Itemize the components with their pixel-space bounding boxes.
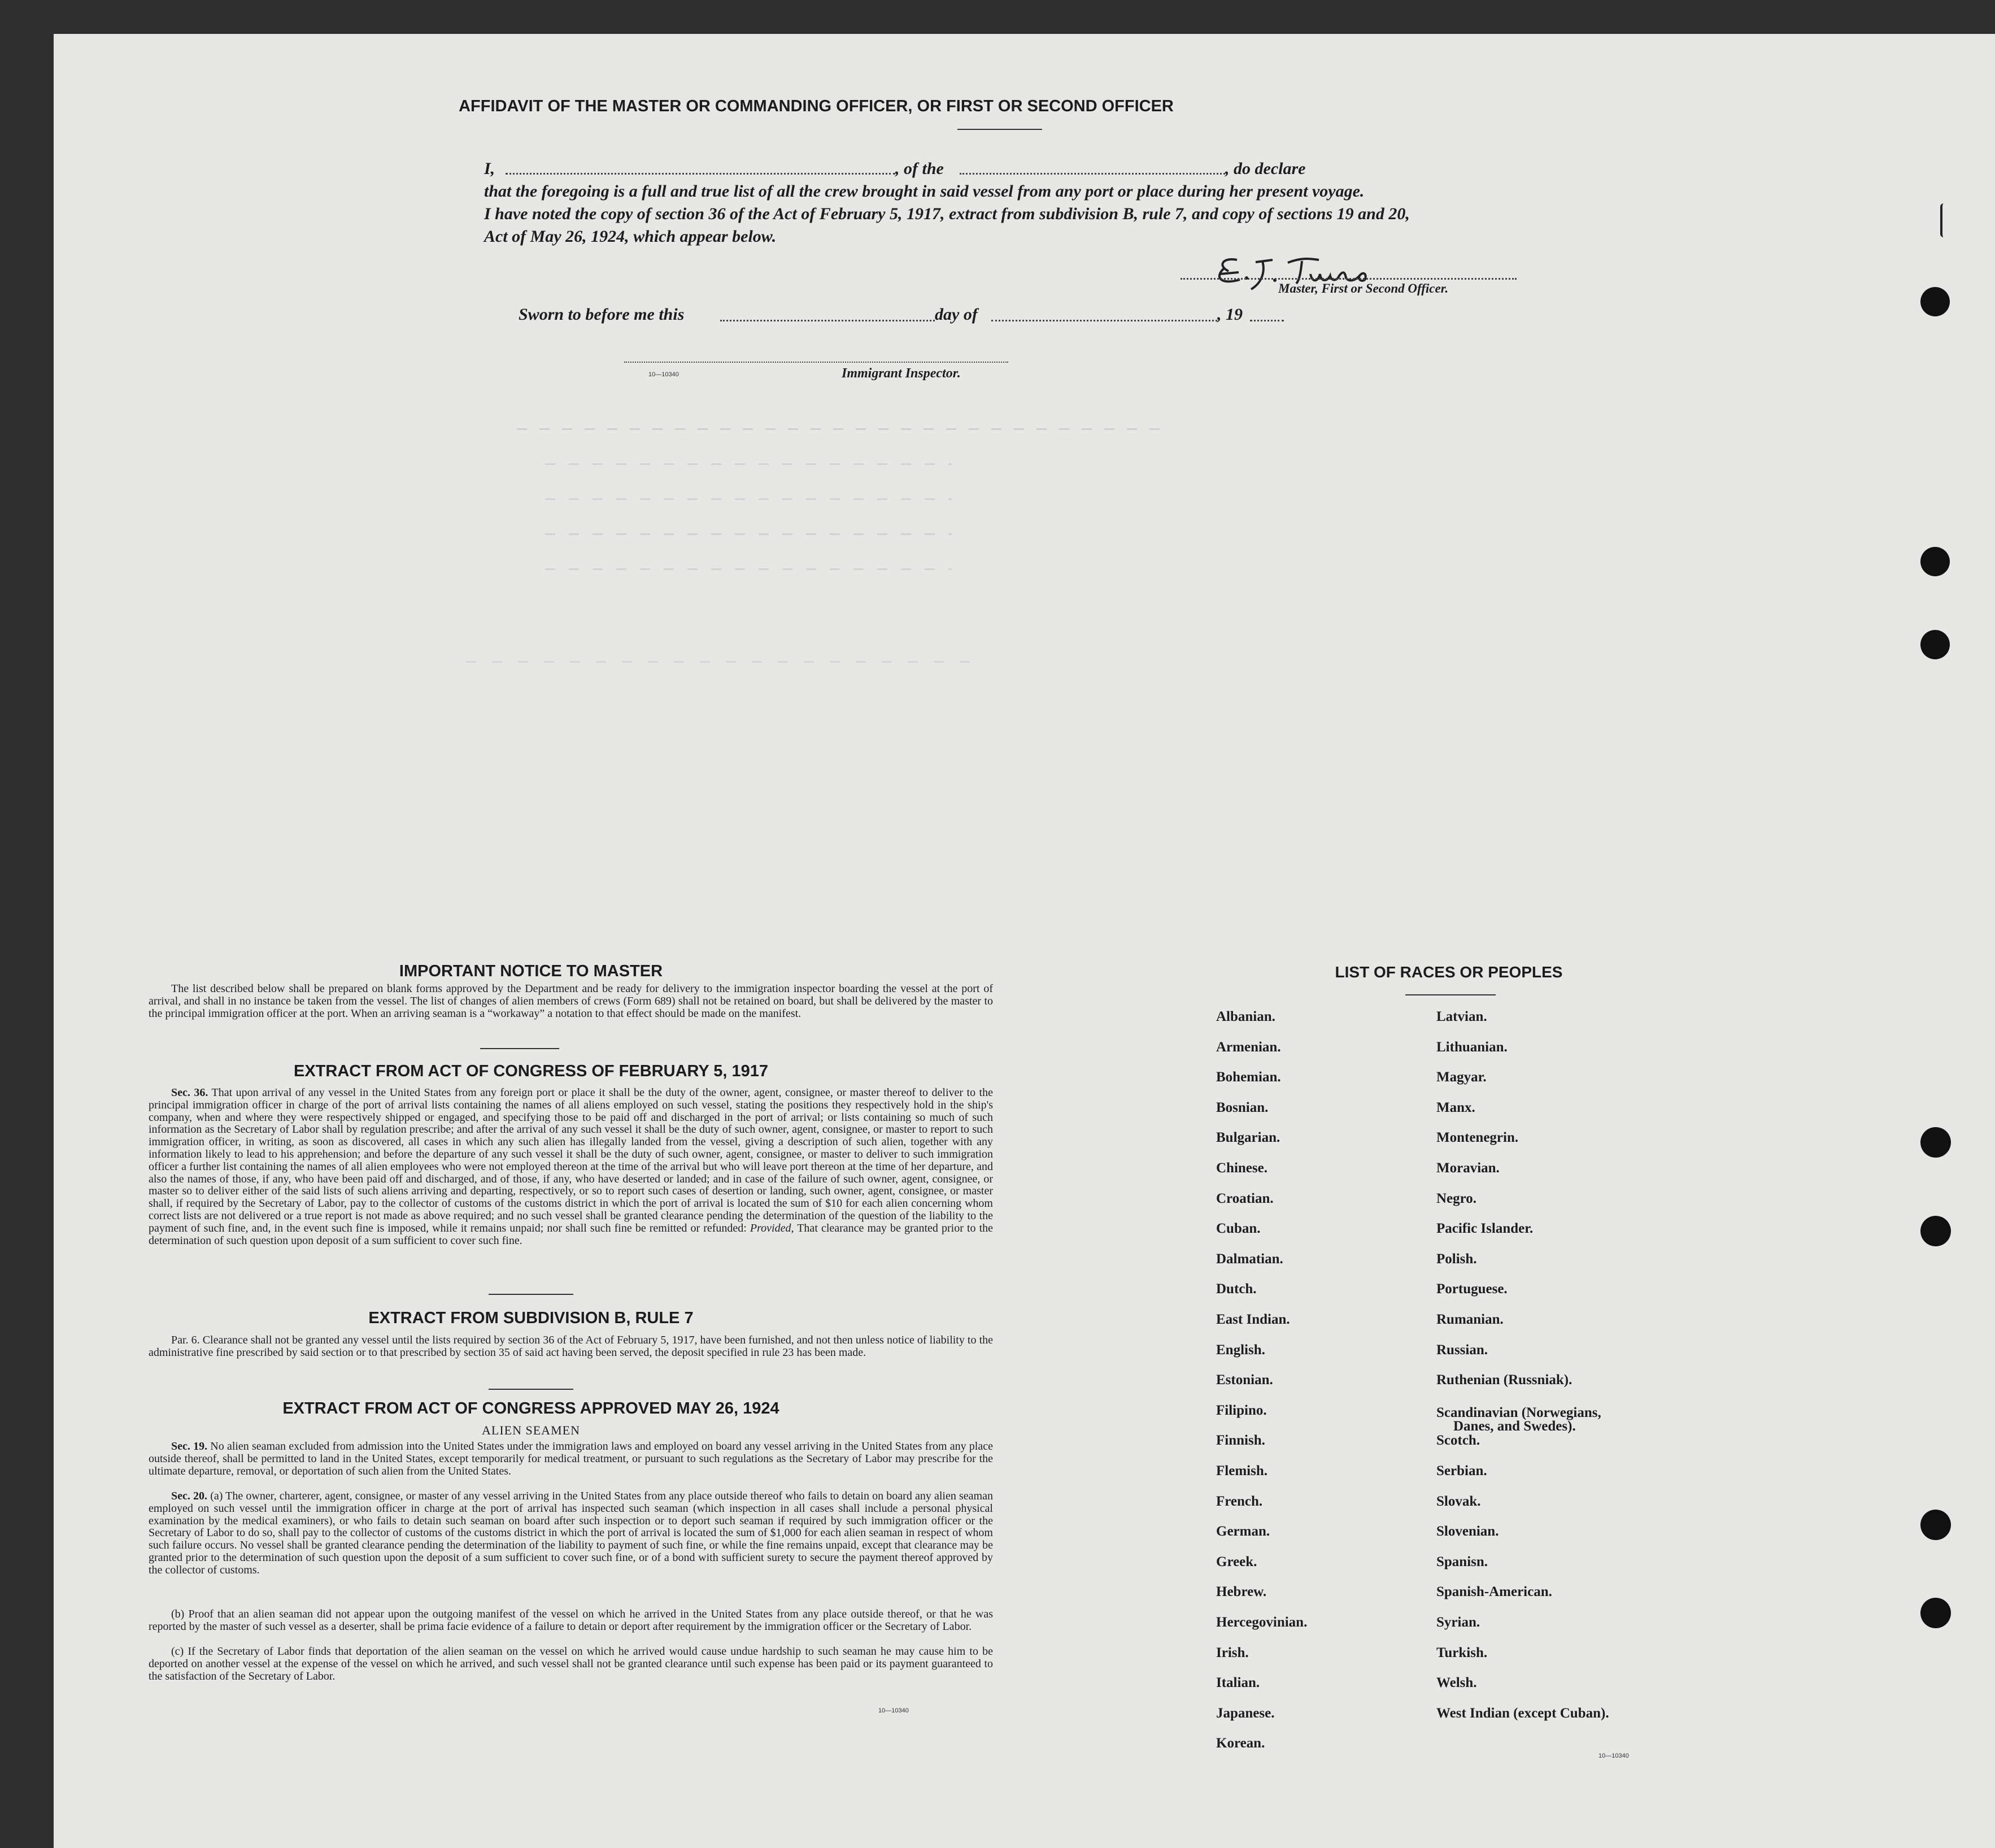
sworn-year-blank — [1250, 320, 1284, 321]
affidavit-title: AFFIDAVIT OF THE MASTER OR COMMANDING OFFICER, OR FIRST OR SECOND OFFICER — [459, 97, 1174, 115]
race-item: Moravian. — [1436, 1160, 1500, 1176]
vessel-blank — [960, 173, 1225, 175]
race-item: Spanisn. — [1436, 1554, 1488, 1569]
proviso-text: That clearance may be granted prior to the determination of such question upon deposit of a sum sufficient to cover such fine. — [149, 1221, 994, 1247]
extract-1924-title: EXTRACT FROM ACT OF CONGRESS APPROVED MAY 26, 1924 — [282, 1399, 779, 1417]
title-rule — [957, 129, 1042, 130]
race-item: West Indian (except Cuban). — [1436, 1705, 1609, 1721]
extract-1917-rule — [489, 1294, 573, 1295]
race-item: Russian. — [1436, 1342, 1488, 1358]
race-item: Welsh. — [1436, 1675, 1477, 1691]
race-item: Flemish. — [1216, 1463, 1267, 1479]
sec20-label: Sec. 20. — [171, 1490, 208, 1502]
sec20a-text — [149, 1490, 993, 1577]
sworn-year: , 19 — [1217, 305, 1243, 324]
race-item: French. — [1216, 1493, 1263, 1509]
punch-hole — [1920, 1216, 1951, 1246]
race-item: Filipino. — [1216, 1402, 1267, 1418]
races-rule — [1405, 994, 1496, 995]
race-item: Latvian. — [1436, 1009, 1487, 1024]
inspector-line — [624, 362, 1008, 363]
punch-hole — [1920, 287, 1950, 316]
race-item: English. — [1216, 1342, 1265, 1358]
sec20a-body: (a) The owner, charterer, agent, consignee, or master of any vessel arriving in the United States from any place outside thereof who fails to detain on board any alien seaman employed on such vessel until the immigration officer in charge at the port of arrival has inspected such seaman (which inspection in all cases shall include a personal physical examination by the medical examiners), or who fails to detain such seaman on board after such inspection or to deport such seaman if required by such immigration officer or the Secretary of Labor to do so, shall pay to the collector of customs of the customs district in which the port of arrival is located the sum of $1,000 for each alien seaman in respect of whom such failure occurs. No vessel shall be granted clearance pending the determination of the liability to payment of such fine, or while the fine remains unpaid, except that clearance may be granted prior to the determination of such question upon the deposit of a sum sufficient to cover such fine, or of a bond with sufficient surety to secure the payment thereof approved by the collector of customs. — [149, 1490, 993, 1576]
race-item: Spanish-American. — [1436, 1584, 1552, 1600]
race-item: Chinese. — [1216, 1160, 1267, 1176]
race-item: Magyar. — [1436, 1069, 1487, 1085]
affidavit-of-the: , of the — [895, 159, 944, 178]
race-item: Albanian. — [1216, 1009, 1275, 1024]
form-sheet — [54, 34, 1995, 1848]
notice-rule — [480, 1048, 559, 1049]
race-item: Lithuanian. — [1436, 1039, 1508, 1055]
sec36-body: That upon arrival of any vessel in the United States from any foreign port or place it shall be the duty of the owner, agent, consignee, or master thereof to deliver to the principal immigration officer in charge of the port of arrival lists containing the names of all aliens employed on such vessel, stating the positions they respectively hold in the ship's company, when and where they were respectively shipped or engaged, and specifying those to be paid off and discharged in the port of arrival; or lists containing so much of such information as the Secretary of Labor shall by regulation prescribe; and after the arrival of any such vessel it shall be the duty of such owner, agent, consignee, or master to report to such immigration officer, in writing, as soon as discovered, all cases in which any such alien has illegally landed from the vessel, giving a description of such alien, together with any information likely to lead to his apprehension; and before the departure of any such vessel it shall be the duty of such owner, agent, consignee, or master to deliver to such immigration officer a further list containing the names of all alien employees who were not employed thereon at the time of the arrival but who will leave port thereon at the time of her departure, and also the names of those, if any, who have been paid off and discharged, and of those, if any, who have deserted or landed; and in case of the failure of such owner, agent, consignee, or master so to deliver either of the said lists of such aliens arriving and departing, respectively, or so to report such cases of desertion or landing, such owner, agent, consignee, or master shall, if required by the Secretary of Labor, pay to the collector of customs of the customs district in which the port of arrival is located the sum of $10 for each alien concerning whom correct lists are not delivered or a true report is not made as above required; and no such vessel shall be granted clearance pending the determination of the question of the liability to the payment of such fine, and, in the event such fine is imposed, while it remains unpaid; nor shall such fine be remitted or refunded: — [149, 1086, 993, 1234]
rule7-title: EXTRACT FROM SUBDIVISION B, RULE 7 — [368, 1309, 694, 1327]
edge-mark — [1940, 203, 1950, 237]
affidavit-line-2: that the foregoing is a full and true list of all the crew brought in said vessel from any port or place during her present voyage. — [484, 182, 1365, 201]
extract-1917-title: EXTRACT FROM ACT OF CONGRESS OF FEBRUARY 5, 1917 — [293, 1062, 769, 1080]
rule7-rule — [489, 1389, 573, 1390]
sec19-body: No alien seaman excluded from admission into the United States under the immigration laws and employed on board any vessel arriving in the United States from any place outside thereof, shall be permitted to land in the United States, except temporarily for medical treatment, or pursuant to such regulations as the Secretary of Labor may prescribe for the ultimate departure, removal, or deportation of such alien from the United States. — [149, 1440, 993, 1477]
race-item: Scotch. — [1436, 1433, 1480, 1449]
signature-line — [1181, 278, 1517, 280]
race-item: Estonian. — [1216, 1372, 1273, 1388]
race-item: Danes, and Swedes). — [1453, 1418, 1576, 1434]
signature-caption: Master, First or Second Officer. — [1278, 281, 1449, 295]
extract-form-number: 10—10340 — [878, 1707, 909, 1714]
notice-text: The list described below shall be prepared on blank forms approved by the Department and be ready for delivery to the immigration inspector boarding the vessel at the port of arrival, and shall in no instance be taken from the vessel. The list of changes of alien members of crews (Form 689) shall not be retained on board, but shall be delivered by the master to the principal immigration officer at the port. When an arriving seaman is a “workaway” a notation to that effect should be made on the manifest. — [149, 982, 993, 1020]
punch-hole — [1920, 1127, 1951, 1158]
notice-title: IMPORTANT NOTICE TO MASTER — [399, 962, 663, 980]
sworn-prefix: Sworn to before me this — [519, 305, 685, 324]
race-item: Armenian. — [1216, 1039, 1281, 1055]
race-item: Slovenian. — [1436, 1524, 1499, 1540]
race-item: Syrian. — [1436, 1615, 1480, 1630]
race-item: Slovak. — [1436, 1493, 1481, 1509]
sec20b-text: (b) Proof that an alien seaman did not appear upon the outgoing manifest of the vessel on which he arrived in the United States from any place outside thereof, or that he was reported by the master of such vessel as a deserter, shall be prima facie evidence of a failure to detain or deport after requirement by the immigration officer or the Secretary of Labor. — [149, 1608, 993, 1633]
punch-hole — [1920, 630, 1950, 659]
race-item: Portuguese. — [1436, 1281, 1508, 1297]
race-item: Pacific Islander. — [1436, 1221, 1534, 1237]
extract-1917-text — [149, 1087, 993, 1247]
inspector-caption: Immigrant Inspector. — [842, 366, 961, 381]
race-item: Hebrew. — [1216, 1584, 1267, 1600]
race-item: Rumanian. — [1436, 1312, 1504, 1327]
race-item: Serbian. — [1436, 1463, 1487, 1479]
race-item: Korean. — [1216, 1736, 1265, 1751]
affidavit-form-number: 10—10340 — [648, 371, 679, 378]
race-item: Finnish. — [1216, 1433, 1265, 1449]
race-item: Japanese. — [1216, 1705, 1275, 1721]
race-item: Bohemian. — [1216, 1069, 1281, 1085]
race-item: Dutch. — [1216, 1281, 1257, 1297]
punch-hole — [1920, 1510, 1951, 1540]
race-item: Manx. — [1436, 1099, 1475, 1115]
race-item: Negro. — [1436, 1190, 1477, 1206]
race-item: Italian. — [1216, 1675, 1260, 1691]
race-item: Greek. — [1216, 1554, 1257, 1569]
races-form-number: 10—10340 — [1598, 1753, 1629, 1759]
proviso-label: Provided, — [750, 1221, 794, 1234]
race-item: Hercegovinian. — [1216, 1615, 1308, 1630]
race-item: Polish. — [1436, 1251, 1477, 1267]
affidavit-i: I, — [484, 159, 495, 178]
race-item: Croatian. — [1216, 1190, 1274, 1206]
alien-seamen-subtitle: ALIEN SEAMEN — [482, 1423, 580, 1437]
sworn-day-of: day of — [935, 305, 978, 324]
race-item: East Indian. — [1216, 1312, 1290, 1327]
sworn-day-blank — [720, 320, 935, 321]
race-item: Scandinavian (Norwegians, — [1436, 1405, 1601, 1420]
race-item: Montenegrin. — [1436, 1130, 1519, 1146]
race-item: Turkish. — [1436, 1645, 1488, 1660]
affidavit-declare: , do declare — [1225, 159, 1306, 178]
sec36-label: Sec. 36. — [171, 1086, 208, 1099]
race-item: Dalmatian. — [1216, 1251, 1283, 1267]
race-item: Irish. — [1216, 1645, 1249, 1660]
rule7-text: Par. 6. Clearance shall not be granted any vessel until the lists required by section 36 of the Act of February 5, 1917, have been furnished, and not then unless notice of liability to the administrative fine prescribed by said section or to that prescribed by section 35 of said act having been served, the deposit specified in rule 23 has been made. — [149, 1334, 993, 1359]
race-item: Bosnian. — [1216, 1099, 1269, 1115]
sworn-month-blank — [991, 320, 1217, 321]
sec20c-text: (c) If the Secretary of Labor finds that deportation of the alien seaman on the vessel on which he arrived would cause undue hardship to such seaman he may cause him to be deported on another vessel at the expense of the vessel on which he arrived, and such vessel shall not be granted clearance until such expense has been paid or its payment guaranteed to the satisfaction of the Secretary of Labor. — [149, 1645, 993, 1682]
affidavit-line-4: Act of May 26, 1924, which appear below. — [484, 227, 777, 246]
sec19-label: Sec. 19. — [171, 1440, 208, 1453]
races-title: LIST OF RACES OR PEOPLES — [1335, 963, 1563, 981]
race-item: Bulgarian. — [1216, 1130, 1280, 1146]
sec19-text — [149, 1441, 993, 1477]
punch-hole — [1920, 547, 1950, 576]
race-item: German. — [1216, 1524, 1270, 1540]
bleed-through-marks — [449, 395, 1409, 712]
race-item: Ruthenian (Russniak). — [1436, 1372, 1573, 1388]
race-item: Cuban. — [1216, 1221, 1261, 1237]
punch-hole — [1920, 1598, 1951, 1628]
affidavit-line-3: I have noted the copy of section 36 of the Act of February 5, 1917, extract from subdivision B, rule 7, and copy of sections 19 and 20, — [484, 205, 1410, 223]
name-blank — [506, 173, 895, 175]
